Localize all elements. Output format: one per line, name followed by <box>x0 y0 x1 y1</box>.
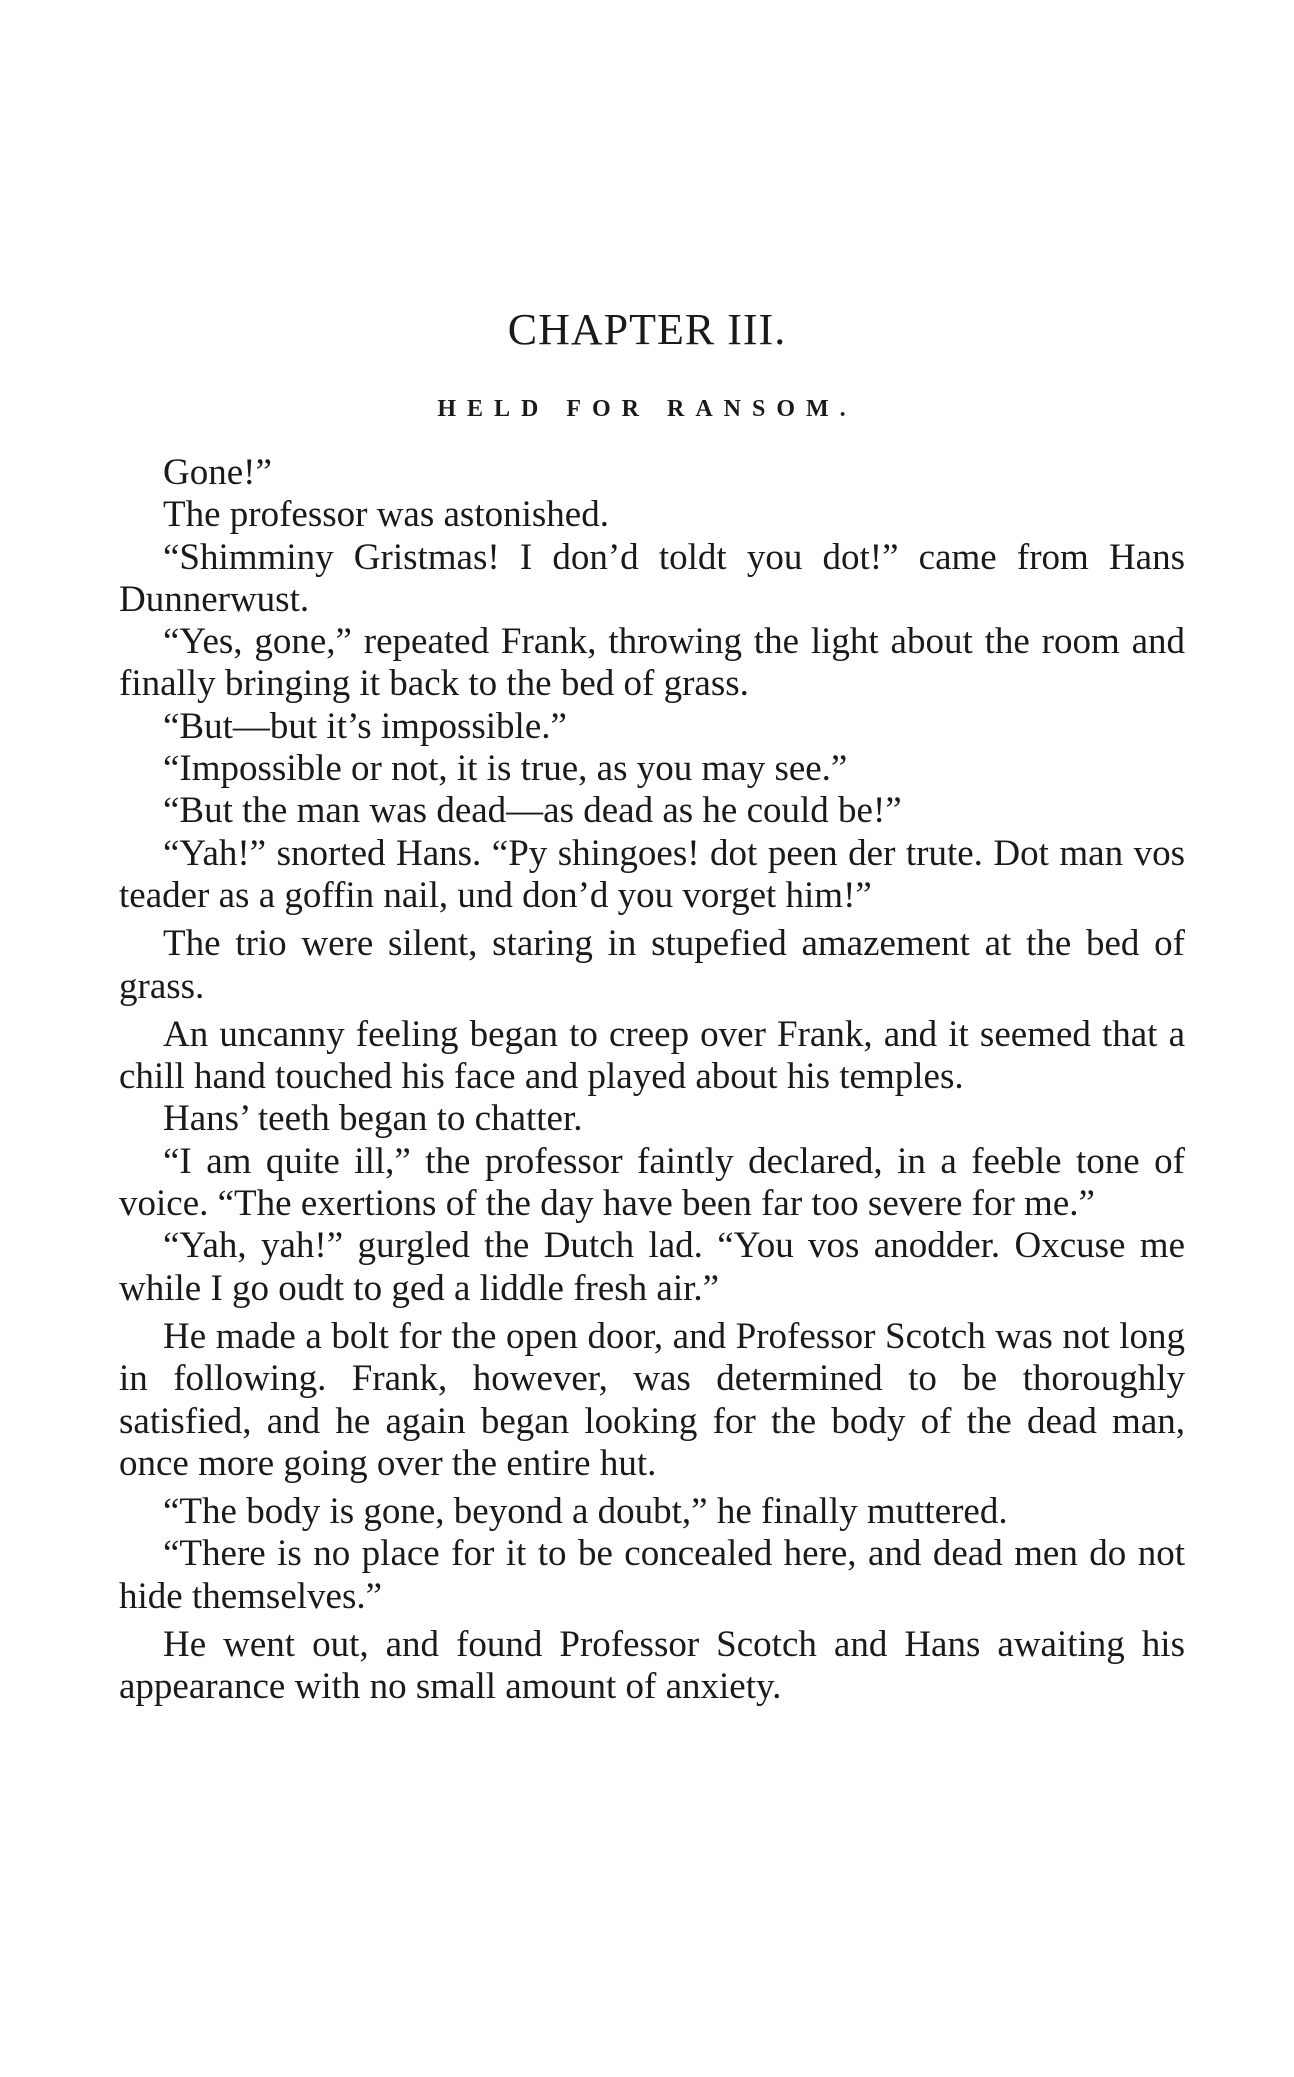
paragraph: An uncanny feeling began to creep over Frank, and it seemed that a chill hand touched his face and played about his temples. <box>119 1013 1185 1098</box>
paragraph: “But the man was dead—as dead as he could be!” <box>163 790 902 832</box>
paragraph: Hans’ teeth began to chatter. <box>163 1098 583 1140</box>
chapter-body <box>119 452 1185 1709</box>
paragraph: The professor was astonished. <box>163 494 609 536</box>
paragraph: “Impossible or not, it is true, as you may see.” <box>163 748 848 790</box>
paragraph: “Yah, yah!” gurgled the Dutch lad. “You vos anodder. Oxcuse me while I go oudt to ged a liddle fresh air.” <box>119 1225 1185 1309</box>
paragraph: “Yah!” snorted Hans. “Py shingoes! dot peen der trute. Dot man vos teader as a goffin nail, und don’d you vorget him!” <box>119 832 1185 916</box>
paragraph: “There is no place for it to be concealed here, and dead men do not hide themselves.” <box>119 1533 1185 1617</box>
chapter-title: CHAPTER III. <box>507 305 787 354</box>
paragraph: The trio were silent, staring in stupefied amazement at the bed of grass. <box>119 923 1185 1007</box>
paragraph: Gone!” <box>163 452 272 493</box>
paragraph: “Shimminy Gristmas! I don’d toldt you dot!” came from Hans Dunnerwust. <box>119 536 1185 620</box>
paragraph: He went out, and found Professor Scotch and Hans awaiting his appearance with no small amount of anxiety. <box>119 1624 1185 1708</box>
paragraph: “Yes, gone,” repeated Frank, throwing the light about the room and finally bringing it back to the bed of grass. <box>119 621 1185 705</box>
paragraph: “I am quite ill,” the professor faintly declared, in a feeble tone of voice. “The exertions of the day have been far too severe for me.” <box>119 1140 1185 1225</box>
paragraph: “The body is gone, beyond a doubt,” he finally muttered. <box>163 1491 1008 1533</box>
paragraph: He made a bolt for the open door, and Professor Scotch was not long in following. Frank, however, was determined to be thoroughly satisfied, and he again began looking for the body of the dead man, once more going over the entire hut. <box>119 1315 1185 1484</box>
chapter-subtitle: HELD FOR RANSOM. <box>437 396 857 422</box>
paragraph: “But—but it’s impossible.” <box>163 705 567 747</box>
